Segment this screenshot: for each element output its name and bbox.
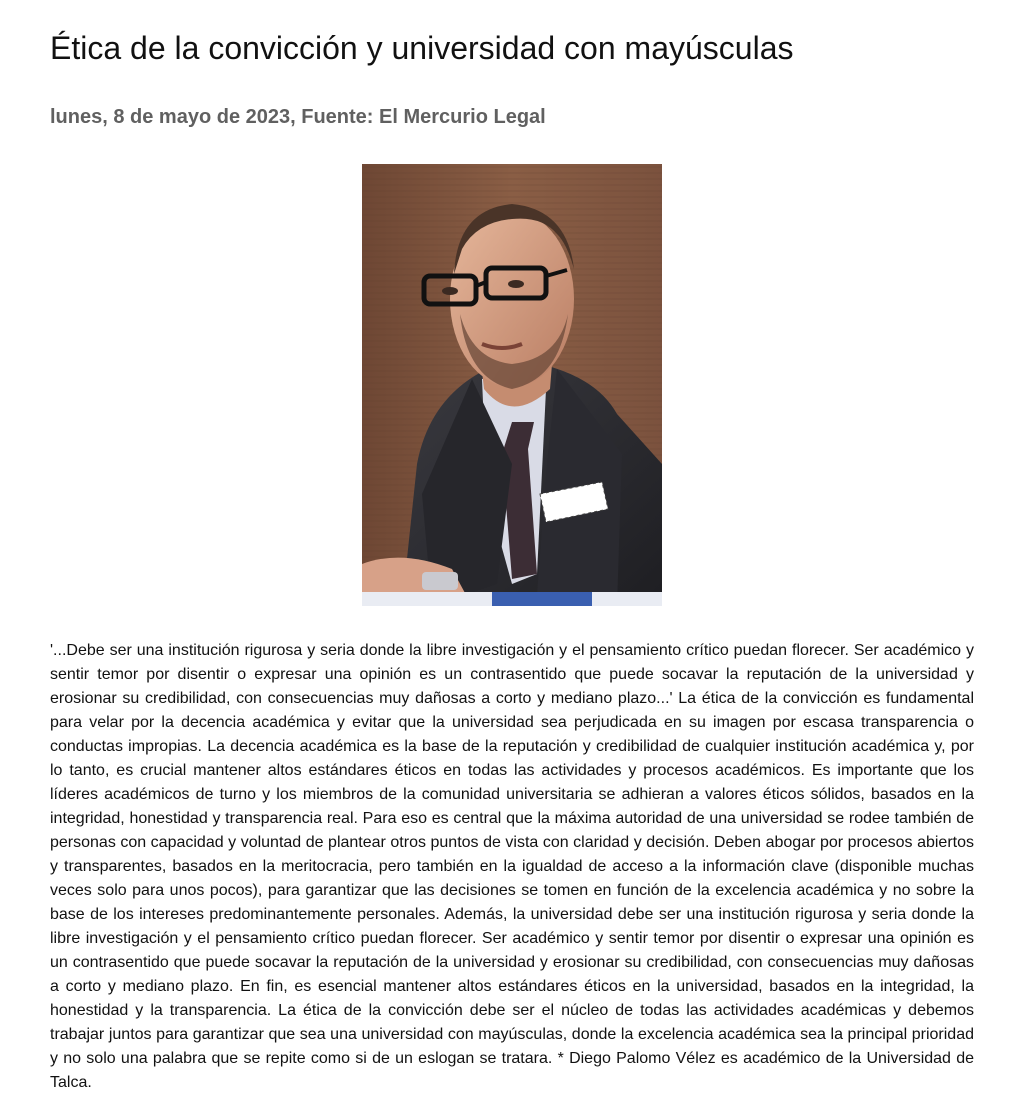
page-title: Ética de la convicción y universidad con mayúsculas bbox=[50, 30, 794, 66]
article-byline: lunes, 8 de mayo de 2023, Fuente: El Mercurio Legal bbox=[50, 106, 546, 128]
author-photo bbox=[362, 164, 662, 606]
portrait-photo-icon bbox=[362, 164, 662, 606]
article-body: '...Debe ser una institución rigurosa y seria donde la libre investigación y el pensamiento crítico puedan florecer. Ser académico y sentir temor por disentir o expresar una opinión es un contrasentido que puede socavar la reputación de la universidad y erosionar su credibilidad, con consecuencias muy dañosas a corto y mediano plazo...' La ética de la convicción es fundamental para velar por la decencia académica y evitar que la universidad sea perjudicada en su imagen por escasa transparencia o conductas impropias. La decencia académica es la base de la reputación y credibilidad de cualquier institución académica y, por lo tanto, es crucial mantener altos estándares éticos en todas las actividades y procesos académicos. Es importante que los líderes académicos de turno y los miembros de la comunidad universitaria se adhieran a valores éticos sólidos, basados en la integridad, honestidad y transparencia real. Para eso es central que la máxima autoridad de una universidad se rodee también de personas con capacidad y voluntad de plantear otros puntos de vista con claridad y decisión. Deben abogar por procesos abiertos y transparentes, basados en la meritocracia, pero también en la igualdad de acceso a la información clave (disponible muchas veces solo para unos pocos), para garantizar que las decisiones se tomen en función de la excelencia académica y no sobre la base de los intereses predominantemente personales. Además, la universidad debe ser una institución rigurosa y seria donde la libre investigación y el pensamiento crítico puedan florecer. Ser académico y sentir temor por disentir o expresar una opinión es un contrasentido que puede socavar la reputación de la universidad y erosionar su credibilidad, con consecuencias muy dañosas a corto y mediano plazo. En fin, es esencial mantener altos estándares éticos en la universidad, basados en la integridad, la honestidad y la transparencia. La ética de la convicción debe ser el núcleo de todas las actividades académicas y debemos trabajar juntos para garantizar que sea una universidad con mayúsculas, donde la excelencia académica sea la principal prioridad y no solo una palabra que se repite como si de un eslogan se tratara. * Diego Palomo Vélez es académico de la Universidad de Talca. bbox=[50, 642, 974, 1091]
